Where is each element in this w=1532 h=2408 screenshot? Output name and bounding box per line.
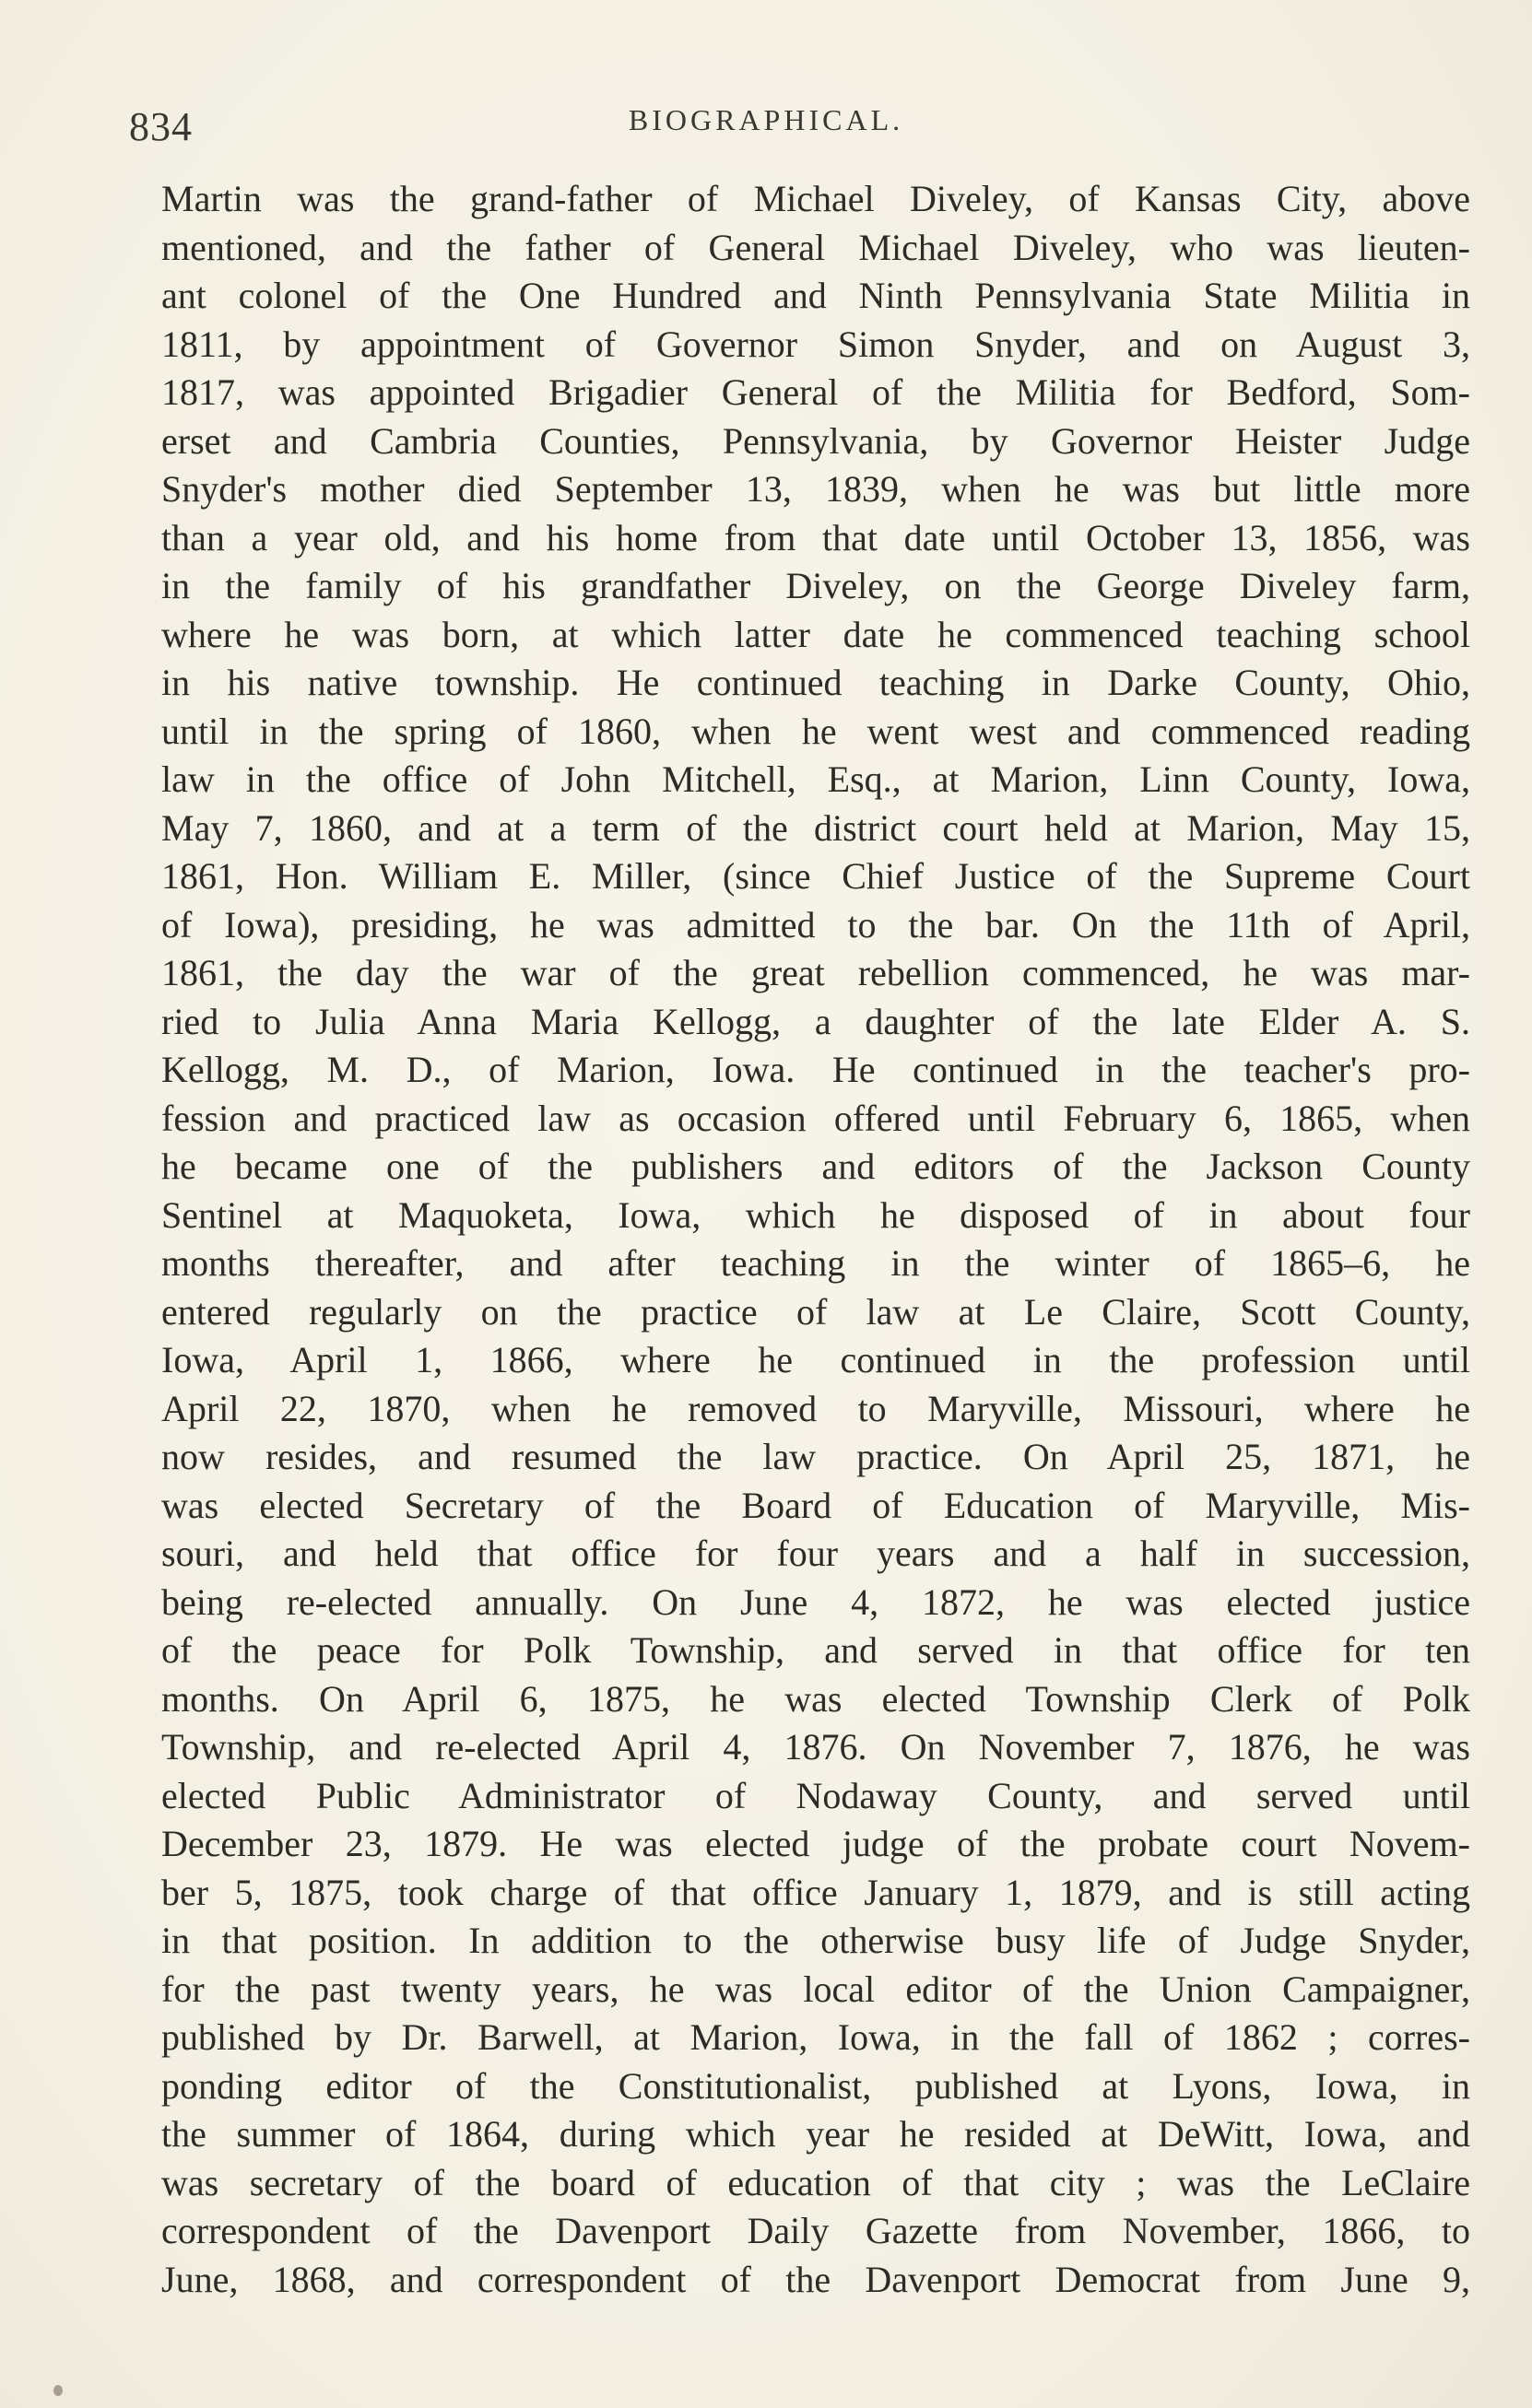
text-line: being re-elected annually. On June 4, 1872, he was elected justice (161, 1580, 1470, 1623)
text-line: months thereafter, and after teaching in the winter of 1865–6, he (161, 1242, 1470, 1284)
text-line: of Iowa), presiding, he was admitted to the bar. On the 11th of April, (161, 903, 1470, 946)
text-line: Sentinel at Maquoketa, Iowa, which he disposed of in about four (161, 1193, 1470, 1236)
text-line: 1861, Hon. William E. Miller, (since Chief Justice of the Supreme Court (161, 855, 1470, 897)
text-line: of the peace for Polk Township, and served in that office for ten (161, 1629, 1470, 1671)
body-text (161, 175, 1470, 2304)
text-line: 1817, was appointed Brigadier General of the Militia for Bedford, Som- (161, 371, 1470, 413)
text-line: April 22, 1870, when he removed to Maryville, Missouri, where he (161, 1387, 1470, 1429)
running-head: BIOGRAPHICAL. (628, 103, 904, 136)
text-line: Iowa, April 1, 1866, where he continued in the profession until (161, 1339, 1470, 1380)
text-line: entered regularly on the practice of law at Le Claire, Scott County, (161, 1290, 1470, 1333)
text-line: until in the spring of 1860, when he went west and commenced reading (161, 710, 1470, 752)
text-line: June, 1868, and correspondent of the Davenport Democrat from June 9, (161, 2258, 1470, 2300)
text-line: Kellogg, M. D., of Marion, Iowa. He continued in the teacher's pro- (161, 1049, 1470, 1090)
text-line: for the past twenty years, he was local editor of the Union Campaigner, (161, 1968, 1470, 2010)
page-number: 834 (129, 104, 193, 149)
text-line: months. On April 6, 1875, he was elected Township Clerk of Polk (161, 1677, 1470, 1720)
text-line: ponding editor of the Constitutionalist, published at Lyons, Iowa, in (161, 2064, 1470, 2107)
text-line: than a year old, and his home from that date until October 13, 1856, was (161, 516, 1470, 558)
text-line: now resides, and resumed the law practice. On April 25, 1871, he (161, 1436, 1470, 1477)
text-line: in that position. In addition to the otherwise busy life of Judge Snyder, (161, 1920, 1470, 1961)
text-line: he became one of the publishers and editors of the Jackson County (161, 1145, 1470, 1187)
text-line: law in the office of John Mitchell, Esq., at Marion, Linn County, Iowa, (161, 758, 1470, 800)
text-line: was elected Secretary of the Board of Education of Maryville, Mis- (161, 1484, 1470, 1526)
text-line: December 23, 1879. He was elected judge of the probate court Novem- (161, 1823, 1470, 1864)
text-line: in his native township. He continued teaching in Darke County, Ohio, (161, 662, 1470, 703)
text-line: published by Dr. Barwell, at Marion, Iowa, in the fall of 1862 ; corres- (161, 2016, 1470, 2058)
text-line: correspondent of the Davenport Daily Gazette from November, 1866, to (161, 2210, 1470, 2251)
text-line: Township, and re-elected April 4, 1876. On November 7, 1876, he was (161, 1726, 1470, 1768)
text-line: Snyder's mother died September 13, 1839, when he was but little more (161, 468, 1470, 510)
text-line: ant colonel of the One Hundred and Ninth Pennsylvania State Militia in (161, 275, 1470, 316)
text-line: Martin was the grand-father of Michael Diveley, of Kansas City, above (161, 178, 1470, 219)
text-line: the summer of 1864, during which year he resided at DeWitt, Iowa, and (161, 2113, 1470, 2155)
text-line: where he was born, at which latter date he commenced teaching school (161, 613, 1470, 655)
text-line: ber 5, 1875, took charge of that office January 1, 1879, and is still acting (161, 1871, 1470, 1913)
ink-speck (53, 2385, 63, 2396)
text-line: souri, and held that office for four years and a half in succession, (161, 1533, 1470, 1574)
text-line: in the family of his grandfather Diveley, on the George Diveley farm, (161, 565, 1470, 606)
text-line: mentioned, and the father of General Michael Diveley, who was lieuten- (161, 226, 1470, 268)
text-line: May 7, 1860, and at a term of the district court held at Marion, May 15, (161, 806, 1470, 849)
text-line: 1861, the day the war of the great rebellion commenced, he was mar- (161, 952, 1470, 993)
text-line: erset and Cambria Counties, Pennsylvania, by Governor Heister Judge (161, 419, 1470, 462)
text-line: was secretary of the board of education of that city ; was the LeClaire (161, 2161, 1470, 2203)
text-line: fession and practiced law as occasion offered until February 6, 1865, when (161, 1097, 1470, 1139)
text-line: ried to Julia Anna Maria Kellogg, a daughter of the late Elder A. S. (161, 1000, 1470, 1042)
text-line: elected Public Administrator of Nodaway County, and served until (161, 1774, 1470, 1816)
text-line: 1811, by appointment of Governor Simon Snyder, and on August 3, (161, 323, 1470, 365)
